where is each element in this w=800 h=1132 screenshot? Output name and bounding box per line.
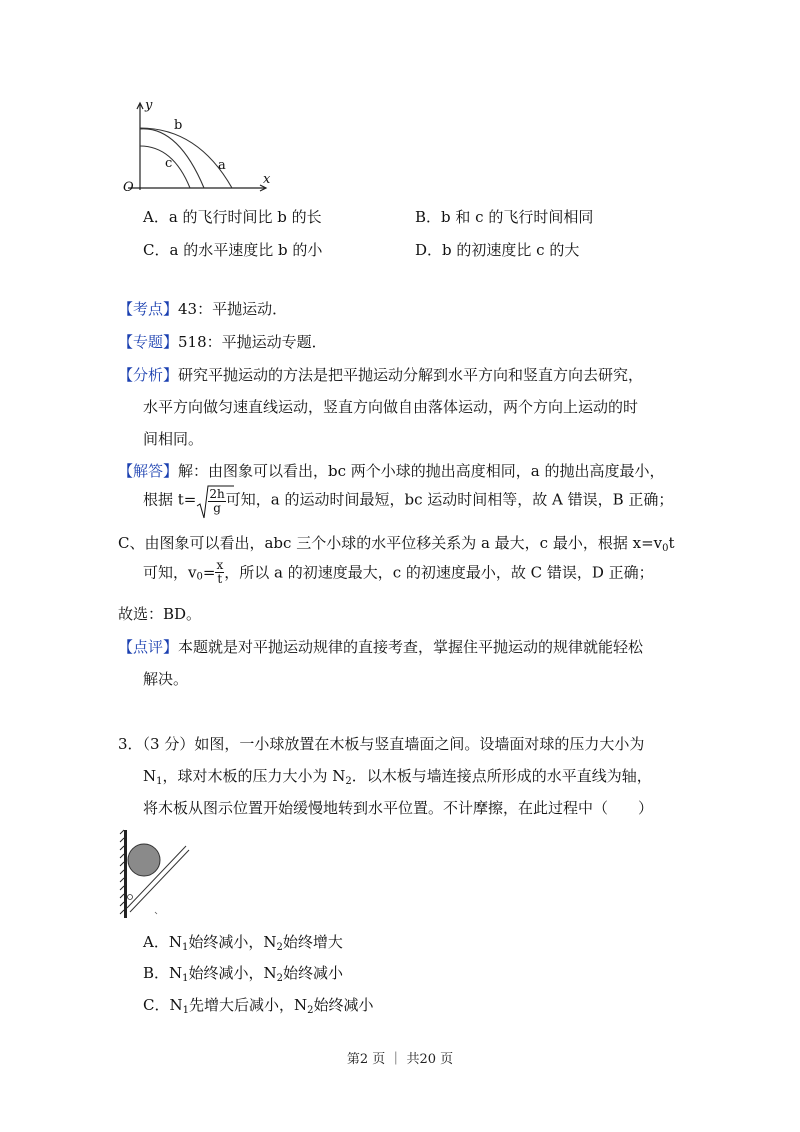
jieda-line-4 (143, 559, 654, 589)
jieda-line-2 (143, 484, 673, 515)
fig1-curve-a-label: a (218, 158, 226, 173)
q3-optB-s2: 2 (276, 973, 284, 984)
q3-option-b (143, 962, 343, 990)
fenxi-line-1 (118, 364, 643, 386)
option-c: C．a 的水平速度比 b 的小 (143, 241, 323, 259)
fenxi-line-2: 水平方向做匀速直线运动，竖直方向做自由落体运动，两个方向上运动的时 (143, 398, 639, 416)
q3-optC-post: 始终减小 (313, 996, 374, 1014)
jieda-line3-sub: 0 (662, 543, 669, 554)
q3-optA-s2: 2 (276, 942, 283, 953)
jieda-line4-pre: 可知，v (143, 563, 197, 582)
q3-optB-s1: 1 (182, 973, 189, 984)
q3-optA-pre: A．N (143, 933, 182, 951)
velocity-fraction (215, 559, 224, 586)
velocity-denominator: t (217, 572, 223, 586)
q3-n2-sub: 2 (345, 776, 352, 787)
jieda-line-3 (118, 532, 675, 560)
jieda-line-1 (118, 460, 665, 482)
q3-line2-post: ．以木板与墙连接点所形成的水平直线为轴， (351, 767, 652, 785)
q3-optC-s1: 1 (182, 1005, 189, 1016)
q3-optC-mid: 先增大后减小，N (188, 996, 308, 1014)
jieda-tag: 【解答】 (118, 462, 179, 480)
sqrt-expression (196, 484, 225, 515)
sqrt-denominator: g (213, 501, 221, 515)
q3-line-3: 将木板从图示位置开始缓慢地转到水平位置。不计摩擦，在此过程中（ ） (143, 799, 654, 817)
jieda-line4-eq: = (202, 563, 216, 582)
kaodian-text: 43：平抛运动． (178, 300, 288, 318)
option-a: A．a 的飞行时间比 b 的长 (143, 208, 322, 226)
jieda-line3-pre: C、由图象可以看出，abc 三个小球的水平位移关系为 a 最大，c 最小，根据 x=v (118, 534, 663, 552)
kaodian-tag: 【考点】 (118, 300, 179, 318)
zhuanti-tag: 【专题】 (118, 333, 179, 351)
q3-optB-post: 始终减小 (283, 964, 344, 982)
q3-line-1: 3．（3 分）如图，一小球放置在木板与竖直墙面之间。设墙面对球的压力大小为 (118, 735, 645, 753)
q3-optA-mid: 始终减小，N (188, 933, 277, 951)
jieda-text-1: 解：由图象可以看出，bc 两个小球的抛出高度相同，a 的抛出高度最小， (178, 462, 665, 480)
fenxi-tag: 【分析】 (118, 366, 179, 384)
q3-optB-mid: 始终减小，N (188, 964, 277, 982)
dianping-line-2: 解决。 (143, 670, 189, 688)
dianping-line-1 (118, 636, 643, 658)
jieda-line2-post: 可知，a 的运动时间最短，bc 运动时间相等，故 A 错误，B 正确； (225, 490, 674, 509)
kaodian-line (118, 298, 287, 320)
answer-line: 故选：BD。 (118, 605, 202, 623)
q3-optA-post: 始终增大 (282, 933, 343, 951)
fig1-axis-y-label: y (145, 98, 153, 113)
q3-option-c (143, 994, 374, 1022)
fenxi-text-1: 研究平抛运动的方法是把平抛运动分解到水平方向和竖直方向去研究， (178, 366, 644, 384)
fig1-curve-c-label: c (165, 156, 173, 171)
sqrt-sign (196, 484, 234, 520)
jieda-line2-pre: 根据 t= (143, 490, 197, 509)
dianping-text-1: 本题就是对平抛运动规律的直接考查，掌握住平抛运动的规律就能轻松 (178, 638, 644, 656)
q3-line2-mid: ，球对木板的压力大小为 N (162, 767, 346, 785)
zhuanti-text: 518：平抛运动专题． (178, 333, 327, 351)
projectile-graph-figure (118, 98, 278, 198)
fenxi-line-3: 间相同。 (143, 430, 204, 448)
page-footer: 第2 页 ｜ 共20 页 (346, 1052, 454, 1067)
zhuanti-line (118, 331, 327, 353)
q3-optC-pre: C．N (143, 996, 183, 1014)
option-b: B．b 和 c 的飞行时间相同 (415, 208, 594, 226)
jieda-line4-sub: 0 (196, 571, 203, 583)
fig1-origin-label: O (123, 180, 134, 195)
q3-optA-s1: 1 (181, 942, 189, 953)
option-d: D．b 的初速度比 c 的大 (415, 241, 580, 259)
q3-option-a (143, 931, 343, 959)
q3-n1-sub: 1 (156, 776, 163, 787)
q3-optC-s2: 2 (307, 1005, 314, 1016)
fig1-axis-x-label: x (263, 172, 271, 187)
dianping-tag: 【点评】 (118, 638, 179, 656)
ball-wall-board-figure (118, 828, 193, 920)
velocity-numerator: x (216, 558, 224, 572)
fig1-curve-b-label: b (174, 118, 183, 133)
q3-line-2 (143, 765, 652, 793)
q3-optB-pre: B．N (143, 964, 183, 982)
q3-n1: N (143, 767, 157, 785)
jieda-line4-post: ，所以 a 的初速度最大，c 的初速度最小，故 C 错误，D 正确； (224, 563, 654, 582)
jieda-line3-post: t (668, 534, 675, 552)
sqrt-numerator: 2h (209, 487, 225, 501)
